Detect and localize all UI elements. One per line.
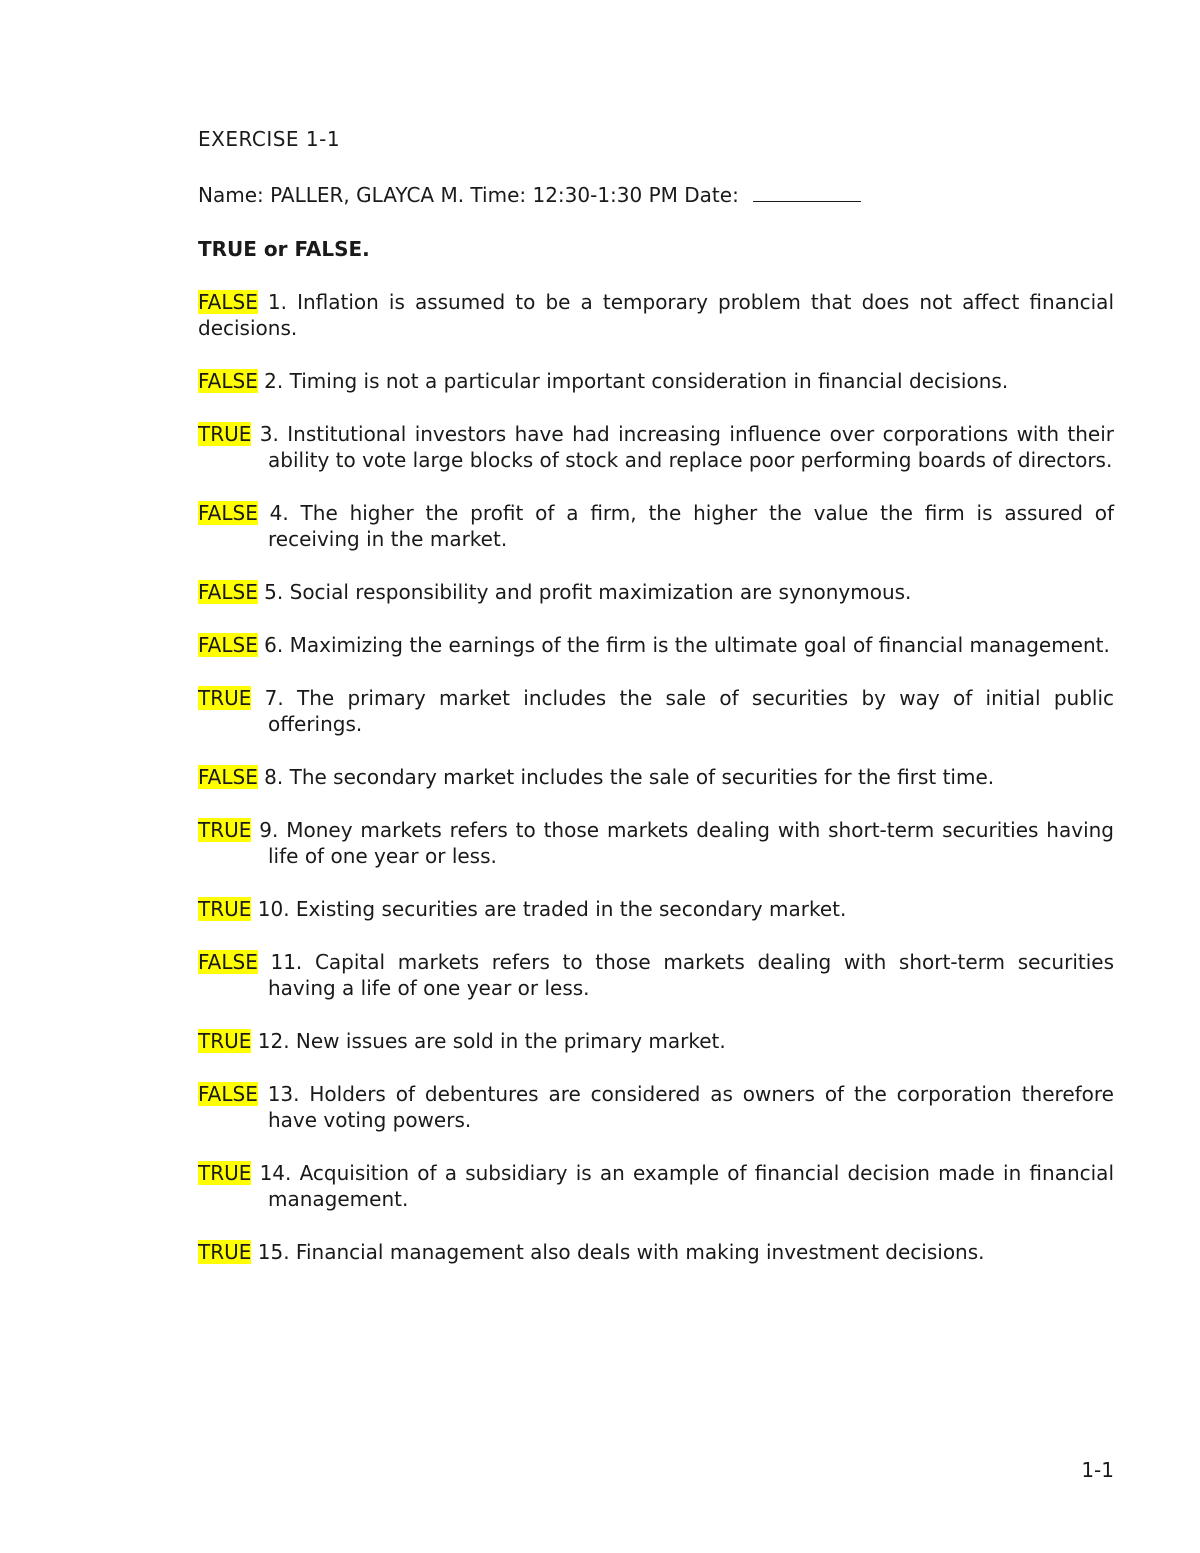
question-item-13 [198,1081,1114,1133]
answer-highlight: FALSE [198,369,258,393]
answer-highlight: TRUE [198,1029,252,1053]
name-time-date-line [198,181,1114,209]
answer-highlight: FALSE [198,290,258,314]
answer-highlight: TRUE [198,422,252,446]
question-text: 13. Holders of debentures are considered as owners of the corporation therefore have voting powers. [257,1082,1114,1132]
question-text: 3. Institutional investors have had increasing influence over corporations with their ability to vote large blocks of stock and replace poor performing boards of directors. [251,422,1114,472]
question-text: 14. Acquisition of a subsidiary is an example of financial decision made in financial management. [251,1161,1114,1211]
question-item-14 [198,1160,1114,1212]
document-page [198,125,1114,1292]
question-item-7 [198,685,1114,737]
question-text: 8. The secondary market includes the sale of securities for the first time. [257,765,995,789]
answer-highlight: FALSE [198,765,258,789]
section-heading: TRUE or FALSE. [198,237,370,261]
answer-highlight: FALSE [198,580,258,604]
exercise-title: EXERCISE 1-1 [198,127,341,151]
question-item-11 [198,949,1114,1001]
question-item-2 [198,368,1114,394]
question-text: 2. Timing is not a particular important consideration in financial decisions. [257,369,1009,393]
question-text: 7. The primary market includes the sale of securities by way of initial public offerings. [251,686,1114,736]
question-text: 9. Money markets refers to those markets dealing with short-term securities having life of one year or less. [251,818,1114,868]
question-item-10 [198,896,1114,922]
question-item-5 [198,579,1114,605]
question-text: 12. New issues are sold in the primary market. [251,1029,726,1053]
page-number: 1-1 [1081,1458,1114,1482]
answer-highlight: FALSE [198,501,258,525]
question-text: 15. Financial management also deals with making investment decisions. [251,1240,985,1264]
question-text: 5. Social responsibility and profit maximization are synonymous. [257,580,912,604]
question-text: 4. The higher the profit of a firm, the higher the value the firm is assured of receiving in the market. [257,501,1114,551]
question-item-9 [198,817,1114,869]
question-text: 11. Capital markets refers to those markets dealing with short-term securities having a life of one year or less. [257,950,1114,1000]
question-text: 1. Inflation is assumed to be a temporary problem that does not affect financial decisions. [198,290,1114,340]
answer-highlight: TRUE [198,686,252,710]
answer-highlight: TRUE [198,1161,252,1185]
date-blank [753,183,861,202]
question-text: 10. Existing securities are traded in the secondary market. [251,897,847,921]
question-item-12 [198,1028,1114,1054]
question-item-8 [198,764,1114,790]
question-item-4 [198,500,1114,552]
question-item-15 [198,1239,1114,1265]
answer-highlight: TRUE [198,818,252,842]
question-item-1 [198,289,1114,341]
answer-highlight: FALSE [198,950,258,974]
answer-highlight: TRUE [198,1240,252,1264]
answer-highlight: FALSE [198,1082,258,1106]
answer-highlight: FALSE [198,633,258,657]
question-item-6 [198,632,1114,658]
question-text: 6. Maximizing the earnings of the firm is the ultimate goal of financial management. [257,633,1110,657]
answer-highlight: TRUE [198,897,252,921]
name-time-date-text: Name: PALLER, GLAYCA M. Time: 12:30-1:30 PM Date: [198,183,746,207]
question-item-3 [198,421,1114,473]
